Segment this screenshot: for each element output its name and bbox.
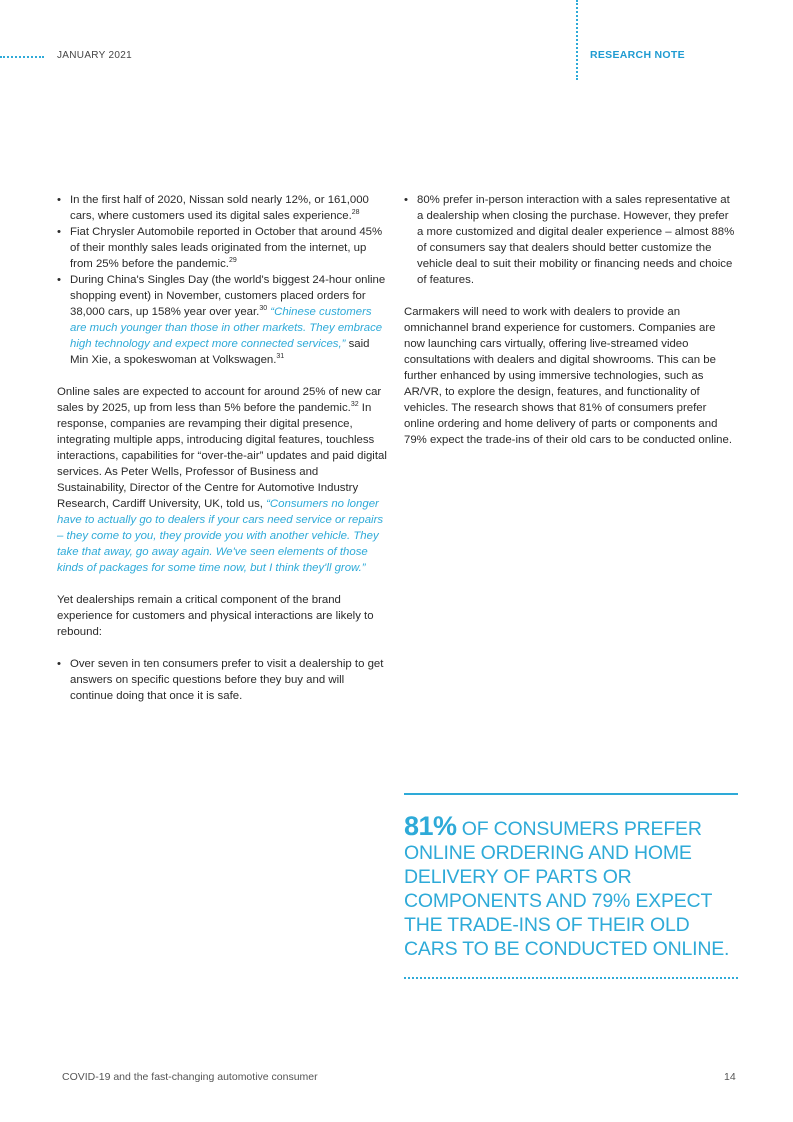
callout-percent: 81%: [404, 811, 457, 841]
body-paragraph: Online sales are expected to account for around 25% of new car sales by 2025, up from less than 5% before the pandemic.$^{32}$ In response, companies are revamping their digital presence, integrating multiple apps, introducing digital features, touchless interactions, capabilities for “over-the-air” updates and paid digital services. As Peter Wells, Professor of Business and Sustainability, Director of the Centre for Automotive Industry Research, Cardiff University, UK, told us, “Consumers no longer have to actually go to dealers if your cars need service or repairs – they come to you, they provide you with another vehicle. They take that away, go away again. We've seen elements of those kinds of packages for some time now, but I think they'll grow.”: [57, 386, 387, 574]
footnote-ref[interactable]: 28: [351, 209, 360, 217]
pull-quote-inline: “Consumers no longer have to actually go to dealers if your cars need service or repairs – they come to you, they provide you with another vehicle. They take that away, go away again. We've seen elements of those kinds of packages for some time now, but I think they'll grow.”: [57, 498, 384, 574]
footnote-ref[interactable]: 32: [350, 401, 359, 409]
list-item: • Over seven in ten consumers prefer to visit a dealership to get answers on specific questions before they buy and will continue doing that once it is safe.: [57, 656, 390, 704]
body-paragraph: Carmakers will need to work with dealers to provide an omnichannel brand experience for customers. Companies are now launching cars virtually, offering live-streamed video consultations with dealers and digital showrooms. This can be further enhanced by using immersive technologies, such as AR/VR, to explore the design, features, and functionality of vehicles. The research shows that 81% of consumers prefer online ordering and home delivery of parts or components and 79% expect the trade-ins of their old cars to be conducted online.: [404, 306, 732, 446]
stat-callout: [404, 793, 738, 979]
callout-dotted-rule: [404, 977, 738, 979]
list-item: • Fiat Chrysler Automobile reported in October that around 45% of their monthly sales leads originated from the internet, up from 25% before the pandemic.$^{29}$: [57, 224, 390, 272]
callout-text: 81% OF CONSUMERS PREFER ONLINE ORDERING AND HOME DELIVERY OF PARTS OR COMPONENTS AND 79% EXPECT THE TRADE-INS OF THEIR OLD CARS TO BE CONDUCTED ONLINE.: [404, 811, 730, 960]
list-item: • During China's Singles Day (the world's biggest 24-hour online shopping event) in November, customers placed orders for 38,000 cars, up 158% year over year.$^{30}$ “Chinese customers are much younger than those in other markets. They embrace high technology and expect more connected services,” said Min Xie, a spokeswoman at Volkswagen.$^{31}$: [57, 272, 390, 368]
pull-quote-inline: “Chinese customers are much younger than those in other markets. They embrace high technology and expect more connected services,”: [70, 306, 383, 350]
list-item: • In the first half of 2020, Nissan sold nearly 12%, or 161,000 cars, where customers used its digital sales experience.$^{28}$: [57, 192, 390, 224]
bullet-list: [404, 192, 738, 288]
header-section-label: RESEARCH NOTE: [590, 49, 685, 61]
page-number: 14: [724, 1071, 736, 1083]
body-paragraph: Yet dealerships remain a critical component of the brand experience for customers and physical interactions are likely to rebound:: [57, 594, 374, 638]
footnote-ref[interactable]: 31: [276, 353, 285, 361]
list-item: • 80% prefer in-person interaction with a sales representative at a dealership when closing the purchase. However, they prefer a more customized and digital dealer experience – almost 88% of consumers say that dealers should better customize the vehicle deal to suit their mobility or financing needs and choice of features.: [404, 192, 738, 288]
footnote-ref[interactable]: 30: [259, 305, 268, 313]
bullet-list-bottom: [57, 656, 390, 704]
right-column: [404, 192, 738, 464]
footnote-ref[interactable]: 29: [228, 257, 237, 265]
header-date: JANUARY 2021: [57, 50, 132, 61]
left-column: [57, 192, 390, 720]
footer-title: COVID-19 and the fast-changing automotive consumer: [62, 1071, 318, 1083]
header-dotted-rule: [0, 56, 44, 58]
bullet-list-top: [57, 192, 390, 368]
header-vertical-divider: [576, 0, 578, 80]
